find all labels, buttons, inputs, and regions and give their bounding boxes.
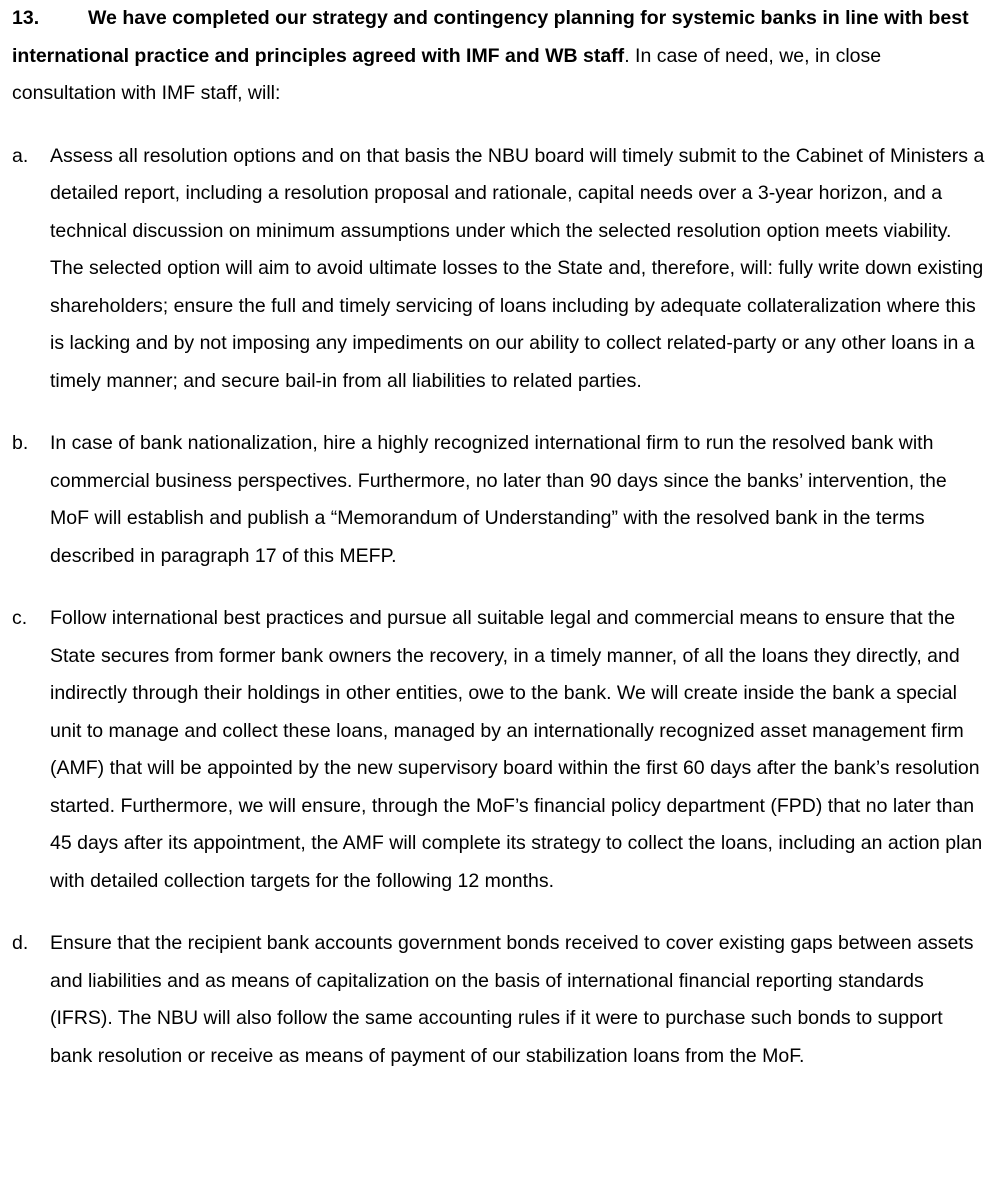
item-letter: a. — [12, 144, 29, 167]
paragraph-13 — [12, 0, 987, 113]
list-item-b — [12, 425, 987, 575]
item-letter: b. — [12, 432, 29, 454]
paragraph-bold-lead: We have completed our strategy and contingency planning for systemic banks in line with best international practice and principles agreed with IMF and WB staff — [12, 7, 969, 67]
paragraph-rest: . In case of need, we, in close consultation with IMF staff, will: — [12, 44, 882, 104]
item-text: In case of bank nationalization, hire a highly recognized international firm to run the resolved bank with commercial business perspectives. Furthermore, no later than 90 days since the banks’ intervention, the MoF will establish and publish a “Memorandum of Understanding” with the resolved bank in the terms described in paragraph 17 of this MEFP. — [50, 432, 947, 567]
item-text: Follow international best practices and pursue all suitable legal and commercial means to ensure that the State secures from former bank owners the recovery, in a timely manner, of all the loans they directly, and indirectly through their holdings in other entities, owe to the bank. We will create inside the bank a special unit to manage and collect these loans, managed by an internationally recognized asset management firm (AMF) that will be appointed by the new supervisory board within the first 60 days after the bank’s resolution started. Furthermore, we will ensure, through the MoF’s financial policy department (FPD) that no later than 45 days after its appointment, the AMF will complete its strategy to collect the loans, including an action plan with detailed collection targets for the following 12 months. — [50, 607, 983, 892]
item-letter: c. — [12, 607, 28, 629]
paragraph-number: 13. — [12, 7, 40, 29]
list-item-d — [12, 925, 987, 1075]
document-page — [12, 0, 987, 1075]
item-letter: d. — [12, 932, 29, 954]
item-text: Ensure that the recipient bank accounts government bonds received to cover existing gaps between assets and liabilities and as means of capitalization on the basis of international financial reporting standards (IFRS). The NBU will also follow the same accounting rules if it were to purchase such bonds to support bank resolution or receive as means of payment of our stabilization loans from the MoF. — [50, 932, 974, 1067]
list-item-c — [12, 600, 987, 900]
item-list — [12, 138, 987, 1076]
list-item-a — [12, 138, 987, 401]
item-text: Assess all resolution options and on that basis the NBU board will timely submit to the Cabinet of Ministers a detailed report, including a resolution proposal and rationale, capital needs over a 3-year horizon, and a technical discussion on minimum assumptions under which the selected resolution option meets viability. The selected option will aim to avoid ultimate losses to the State and, therefore, will: fully write down existing shareholders; ensure the full and timely servicing of loans including by adequate collateralization where this is lacking and by not imposing any impediments on our ability to collect related-party or any other loans in a timely manner; and secure bail-in from all liabilities to related parties. — [50, 144, 985, 392]
